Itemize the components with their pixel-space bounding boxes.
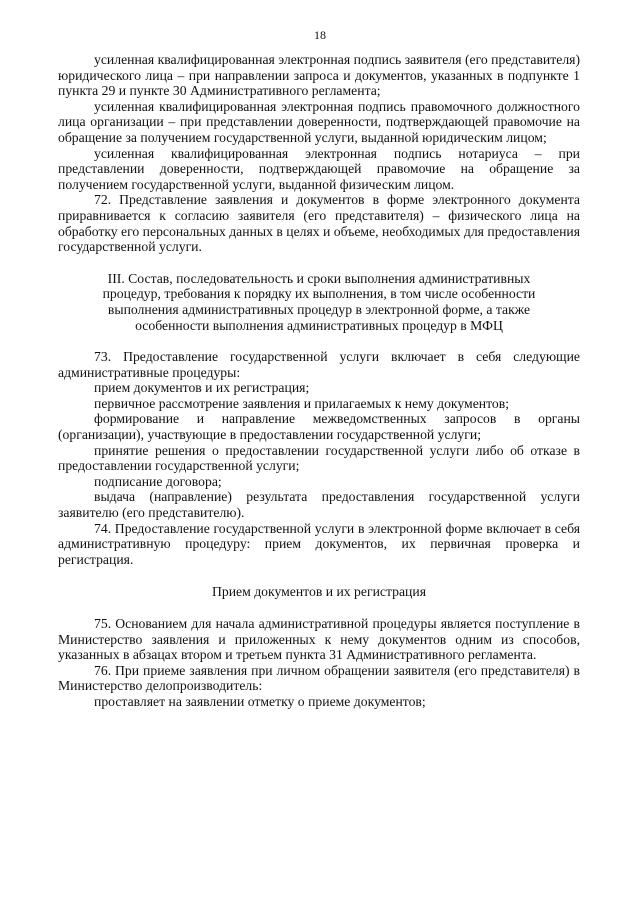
paragraph: усиленная квалифицированная электронная подпись заявителя (его представителя) юридического лица – при направлении запроса и документов, указанных в подпункте 1 пункта 29 и пункте 30 Административного регламента; xyxy=(58,52,580,99)
paragraph: первичное рассмотрение заявления и прилагаемых к нему документов; xyxy=(94,395,510,411)
paragraph: принятие решения о предоставлении государственной услуги либо об отказе в предоставлении государственной услуги; xyxy=(58,442,580,474)
paragraph: выдача (направление) результата предоставления государственной услуги заявителю (его представителю). xyxy=(58,489,580,521)
paragraph: 73. Предоставление государственной услуги включает в себя следующие административные процедуры: xyxy=(58,349,580,380)
section-heading xyxy=(58,271,580,333)
paragraph: 76. При приеме заявления при личном обращении заявителя (его представителя) в Министерство делопроизводитель: xyxy=(58,662,580,694)
paragraph: прием документов и их регистрация; xyxy=(94,380,310,396)
section-heading-line: выполнения административных процедур в электронной форме, а также xyxy=(107,301,531,317)
section-heading-line: особенности выполнения административных процедур в МФЦ xyxy=(135,317,503,333)
page-number: 18 xyxy=(314,28,326,42)
paragraph: усиленная квалифицированная электронная подпись правомочного должностного лица организации – при представлении доверенности, подтверждающей правомочие на обращение за получением государственной услуги, выданной юридическим лицом; xyxy=(58,98,580,145)
section-heading-line: III. Состав, последовательность и сроки выполнения административных xyxy=(107,270,531,286)
paragraph: 72. Представление заявления и документов в форме электронного документа приравнивается к согласию заявителя (его представителя) – физического лица на обработку его персональных данных в целях и объеме, необходимых для предоставления государственной услуги. xyxy=(58,192,581,255)
paragraph: усиленная квалифицированная электронная подпись нотариуса – при представлении доверенности, подтверждающей правомочие на обращение за получением государственной услуги, выданной физическим лицом. xyxy=(58,145,580,192)
paragraph: подписание договора; xyxy=(94,473,222,489)
document-body xyxy=(58,52,580,710)
paragraph: формирование и направление межведомственных запросов в органы (организации), участвующие в предоставлении государственной услуги; xyxy=(58,411,580,443)
paragraph: 75. Основанием для начала административной процедуры является поступление в Министерство заявления и приложенных к нему документов одним из способов, указанных в абзацах втором и третьем пункта 31 Административного регламента. xyxy=(58,616,580,663)
subsection-heading: Прием документов и их регистрация xyxy=(211,584,426,600)
paragraph: 74. Предоставление государственной услуги в электронной форме включает в себя административную процедуру: прием документов, их первичная проверка и регистрация. xyxy=(58,520,580,567)
paragraph: проставляет на заявлении отметку о приеме документов; xyxy=(94,693,426,709)
section-heading-line: процедур, требования к порядку их выполнения, в том числе особенности xyxy=(102,286,536,302)
